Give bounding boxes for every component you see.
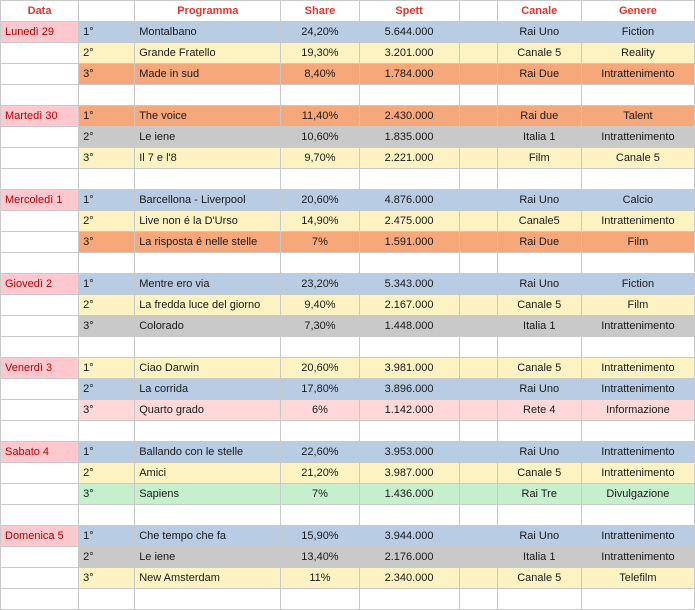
table-row bbox=[1, 442, 695, 463]
genre-cell: Divulgazione bbox=[581, 484, 694, 505]
rank-cell: 2° bbox=[79, 211, 135, 232]
separator-cell bbox=[79, 337, 135, 358]
viewers-cell: 2.221.000 bbox=[359, 148, 459, 169]
program-cell: Ciao Darwin bbox=[135, 358, 281, 379]
separator-cell bbox=[1, 421, 79, 442]
channel-cell: Canale5 bbox=[497, 211, 581, 232]
share-cell: 19,30% bbox=[281, 43, 359, 64]
separator-cell bbox=[135, 169, 281, 190]
day-label-empty bbox=[1, 568, 79, 589]
viewers-cell: 3.987.000 bbox=[359, 463, 459, 484]
separator-cell bbox=[79, 169, 135, 190]
separator-cell bbox=[1, 169, 79, 190]
spacer-cell bbox=[459, 358, 497, 379]
spacer-cell bbox=[459, 484, 497, 505]
table-row bbox=[1, 295, 695, 316]
day-label-empty bbox=[1, 211, 79, 232]
viewers-cell: 1.784.000 bbox=[359, 64, 459, 85]
channel-cell: Canale 5 bbox=[497, 568, 581, 589]
table-row bbox=[1, 274, 695, 295]
spacer-cell bbox=[459, 148, 497, 169]
share-cell: 17,80% bbox=[281, 379, 359, 400]
group-separator bbox=[1, 421, 695, 442]
group-separator bbox=[1, 589, 695, 610]
separator-cell bbox=[79, 505, 135, 526]
rank-cell: 1° bbox=[79, 190, 135, 211]
separator-cell bbox=[1, 505, 79, 526]
viewers-cell: 2.475.000 bbox=[359, 211, 459, 232]
channel-cell: Rai Uno bbox=[497, 274, 581, 295]
share-cell: 6% bbox=[281, 400, 359, 421]
genre-cell: Telefilm bbox=[581, 568, 694, 589]
genre-cell: Fiction bbox=[581, 274, 694, 295]
table-row bbox=[1, 148, 695, 169]
separator-cell bbox=[459, 253, 497, 274]
program-cell: Colorado bbox=[135, 316, 281, 337]
channel-cell: Canale 5 bbox=[497, 295, 581, 316]
rank-cell: 2° bbox=[79, 547, 135, 568]
channel-cell: Film bbox=[497, 148, 581, 169]
separator-cell bbox=[135, 337, 281, 358]
table-row bbox=[1, 64, 695, 85]
viewers-cell: 2.340.000 bbox=[359, 568, 459, 589]
separator-cell bbox=[581, 253, 694, 274]
viewers-cell: 2.430.000 bbox=[359, 106, 459, 127]
channel-cell: Rai due bbox=[497, 106, 581, 127]
viewers-cell: 3.896.000 bbox=[359, 379, 459, 400]
program-cell: Le iene bbox=[135, 127, 281, 148]
rank-cell: 2° bbox=[79, 463, 135, 484]
rank-cell: 2° bbox=[79, 295, 135, 316]
table-row bbox=[1, 316, 695, 337]
separator-cell bbox=[497, 85, 581, 106]
channel-cell: Rai Uno bbox=[497, 379, 581, 400]
rank-cell: 1° bbox=[79, 358, 135, 379]
channel-cell: Italia 1 bbox=[497, 316, 581, 337]
separator-cell bbox=[135, 253, 281, 274]
viewers-cell: 3.944.000 bbox=[359, 526, 459, 547]
separator-cell bbox=[459, 505, 497, 526]
viewers-cell: 4.876.000 bbox=[359, 190, 459, 211]
spacer-cell bbox=[459, 43, 497, 64]
program-cell: Quarto grado bbox=[135, 400, 281, 421]
share-cell: 20,60% bbox=[281, 358, 359, 379]
day-label: Mercoledì 1 bbox=[1, 190, 79, 211]
rank-cell: 3° bbox=[79, 484, 135, 505]
group-separator bbox=[1, 169, 695, 190]
rank-cell: 1° bbox=[79, 526, 135, 547]
viewers-cell: 2.167.000 bbox=[359, 295, 459, 316]
rank-cell: 1° bbox=[79, 442, 135, 463]
column-header-genere: Genere bbox=[581, 1, 694, 22]
separator-cell bbox=[281, 421, 359, 442]
genre-cell: Reality bbox=[581, 43, 694, 64]
channel-cell: Rai Uno bbox=[497, 190, 581, 211]
rank-cell: 2° bbox=[79, 43, 135, 64]
separator-cell bbox=[581, 337, 694, 358]
spacer-cell bbox=[459, 526, 497, 547]
separator-cell bbox=[497, 589, 581, 610]
rank-cell: 2° bbox=[79, 127, 135, 148]
share-cell: 8,40% bbox=[281, 64, 359, 85]
genre-cell: Calcio bbox=[581, 190, 694, 211]
share-cell: 23,20% bbox=[281, 274, 359, 295]
separator-cell bbox=[79, 85, 135, 106]
separator-cell bbox=[281, 169, 359, 190]
channel-cell: Rai Due bbox=[497, 64, 581, 85]
separator-cell bbox=[359, 337, 459, 358]
genre-cell: Film bbox=[581, 232, 694, 253]
separator-cell bbox=[135, 589, 281, 610]
genre-cell: Intrattenimento bbox=[581, 358, 694, 379]
rank-cell: 2° bbox=[79, 379, 135, 400]
channel-cell: Canale 5 bbox=[497, 43, 581, 64]
separator-cell bbox=[359, 169, 459, 190]
spacer-cell bbox=[459, 295, 497, 316]
separator-cell bbox=[459, 85, 497, 106]
genre-cell: Intrattenimento bbox=[581, 211, 694, 232]
table-row bbox=[1, 526, 695, 547]
spacer-cell bbox=[459, 568, 497, 589]
table-row bbox=[1, 106, 695, 127]
viewers-cell: 1.436.000 bbox=[359, 484, 459, 505]
separator-cell bbox=[1, 337, 79, 358]
share-cell: 24,20% bbox=[281, 22, 359, 43]
viewers-cell: 3.981.000 bbox=[359, 358, 459, 379]
genre-cell: Intrattenimento bbox=[581, 127, 694, 148]
column-header-programma: Programma bbox=[135, 1, 281, 22]
channel-cell: Canale 5 bbox=[497, 463, 581, 484]
separator-cell bbox=[497, 421, 581, 442]
separator-cell bbox=[359, 505, 459, 526]
table-row bbox=[1, 484, 695, 505]
program-cell: Il 7 e l'8 bbox=[135, 148, 281, 169]
rank-cell: 3° bbox=[79, 568, 135, 589]
column-header-data: Data bbox=[1, 1, 79, 22]
table-row bbox=[1, 127, 695, 148]
day-label-empty bbox=[1, 400, 79, 421]
spacer-cell bbox=[459, 211, 497, 232]
program-cell: La corrida bbox=[135, 379, 281, 400]
day-label-empty bbox=[1, 148, 79, 169]
table-row bbox=[1, 400, 695, 421]
share-cell: 14,90% bbox=[281, 211, 359, 232]
genre-cell: Intrattenimento bbox=[581, 64, 694, 85]
table-row bbox=[1, 232, 695, 253]
separator-cell bbox=[581, 589, 694, 610]
share-cell: 20,60% bbox=[281, 190, 359, 211]
group-separator bbox=[1, 253, 695, 274]
day-label: Venerdì 3 bbox=[1, 358, 79, 379]
separator-cell bbox=[79, 253, 135, 274]
channel-cell: Rai Uno bbox=[497, 22, 581, 43]
separator-cell bbox=[497, 169, 581, 190]
separator-cell bbox=[281, 505, 359, 526]
separator-cell bbox=[281, 85, 359, 106]
separator-cell bbox=[581, 421, 694, 442]
day-label: Martedì 30 bbox=[1, 106, 79, 127]
spacer-cell bbox=[459, 400, 497, 421]
separator-cell bbox=[359, 589, 459, 610]
separator-cell bbox=[359, 85, 459, 106]
day-label-empty bbox=[1, 484, 79, 505]
day-label-empty bbox=[1, 43, 79, 64]
channel-cell: Rai Uno bbox=[497, 526, 581, 547]
rank-cell: 3° bbox=[79, 232, 135, 253]
channel-cell: Rete 4 bbox=[497, 400, 581, 421]
genre-cell: Intrattenimento bbox=[581, 526, 694, 547]
column-header-pos bbox=[79, 1, 135, 22]
separator-cell bbox=[497, 337, 581, 358]
genre-cell: Canale 5 bbox=[581, 148, 694, 169]
group-separator bbox=[1, 337, 695, 358]
program-cell: Montalbano bbox=[135, 22, 281, 43]
program-cell: La fredda luce del giorno bbox=[135, 295, 281, 316]
separator-cell bbox=[135, 505, 281, 526]
share-cell: 9,70% bbox=[281, 148, 359, 169]
day-label: Domenica 5 bbox=[1, 526, 79, 547]
table-row bbox=[1, 43, 695, 64]
viewers-cell: 3.953.000 bbox=[359, 442, 459, 463]
genre-cell: Film bbox=[581, 295, 694, 316]
column-header-canale: Canale bbox=[497, 1, 581, 22]
day-label-empty bbox=[1, 316, 79, 337]
day-label-empty bbox=[1, 379, 79, 400]
spacer-cell bbox=[459, 547, 497, 568]
viewers-cell: 1.142.000 bbox=[359, 400, 459, 421]
separator-cell bbox=[135, 421, 281, 442]
separator-cell bbox=[1, 253, 79, 274]
day-label-empty bbox=[1, 295, 79, 316]
spacer-cell bbox=[459, 316, 497, 337]
separator-cell bbox=[359, 421, 459, 442]
program-cell: Grande Fratello bbox=[135, 43, 281, 64]
day-label: Giovedì 2 bbox=[1, 274, 79, 295]
program-cell: Barcellona - Liverpool bbox=[135, 190, 281, 211]
table-row bbox=[1, 547, 695, 568]
program-cell: Made in sud bbox=[135, 64, 281, 85]
viewers-cell: 2.176.000 bbox=[359, 547, 459, 568]
spacer-cell bbox=[459, 274, 497, 295]
channel-cell: Italia 1 bbox=[497, 547, 581, 568]
program-cell: Ballando con le stelle bbox=[135, 442, 281, 463]
viewers-cell: 1.448.000 bbox=[359, 316, 459, 337]
viewers-cell: 3.201.000 bbox=[359, 43, 459, 64]
share-cell: 22,60% bbox=[281, 442, 359, 463]
rank-cell: 3° bbox=[79, 400, 135, 421]
separator-cell bbox=[581, 85, 694, 106]
separator-cell bbox=[459, 337, 497, 358]
spacer-cell bbox=[459, 463, 497, 484]
separator-cell bbox=[79, 421, 135, 442]
rank-cell: 1° bbox=[79, 22, 135, 43]
program-cell: Le iene bbox=[135, 547, 281, 568]
day-label-empty bbox=[1, 127, 79, 148]
spacer-cell bbox=[459, 127, 497, 148]
share-cell: 7% bbox=[281, 232, 359, 253]
table-row bbox=[1, 568, 695, 589]
day-label-empty bbox=[1, 463, 79, 484]
program-cell: Mentre ero via bbox=[135, 274, 281, 295]
share-cell: 15,90% bbox=[281, 526, 359, 547]
separator-cell bbox=[359, 253, 459, 274]
share-cell: 10,60% bbox=[281, 127, 359, 148]
spacer-cell bbox=[459, 442, 497, 463]
table-row bbox=[1, 211, 695, 232]
rank-cell: 3° bbox=[79, 316, 135, 337]
genre-cell: Talent bbox=[581, 106, 694, 127]
genre-cell: Intrattenimento bbox=[581, 316, 694, 337]
group-separator bbox=[1, 85, 695, 106]
channel-cell: Rai Tre bbox=[497, 484, 581, 505]
viewers-cell: 5.644.000 bbox=[359, 22, 459, 43]
table-row bbox=[1, 463, 695, 484]
program-cell: Live non é la D'Urso bbox=[135, 211, 281, 232]
column-header-gap bbox=[459, 1, 497, 22]
day-label-empty bbox=[1, 232, 79, 253]
separator-cell bbox=[281, 253, 359, 274]
separator-cell bbox=[459, 421, 497, 442]
spacer-cell bbox=[459, 106, 497, 127]
share-cell: 21,20% bbox=[281, 463, 359, 484]
viewers-cell: 5.343.000 bbox=[359, 274, 459, 295]
separator-cell bbox=[497, 253, 581, 274]
separator-cell bbox=[281, 589, 359, 610]
separator-cell bbox=[1, 85, 79, 106]
genre-cell: Intrattenimento bbox=[581, 379, 694, 400]
genre-cell: Intrattenimento bbox=[581, 442, 694, 463]
rank-cell: 1° bbox=[79, 106, 135, 127]
day-label: Sabato 4 bbox=[1, 442, 79, 463]
program-cell: Sapiens bbox=[135, 484, 281, 505]
separator-cell bbox=[459, 589, 497, 610]
share-cell: 13,40% bbox=[281, 547, 359, 568]
genre-cell: Intrattenimento bbox=[581, 547, 694, 568]
separator-cell bbox=[1, 589, 79, 610]
channel-cell: Rai Due bbox=[497, 232, 581, 253]
column-header-share: Share bbox=[281, 1, 359, 22]
separator-cell bbox=[581, 169, 694, 190]
program-cell: New Amsterdam bbox=[135, 568, 281, 589]
genre-cell: Intrattenimento bbox=[581, 463, 694, 484]
share-cell: 7,30% bbox=[281, 316, 359, 337]
table-header-row bbox=[1, 1, 695, 22]
genre-cell: Fiction bbox=[581, 22, 694, 43]
rank-cell: 3° bbox=[79, 64, 135, 85]
separator-cell bbox=[459, 169, 497, 190]
separator-cell bbox=[581, 505, 694, 526]
separator-cell bbox=[281, 337, 359, 358]
rank-cell: 1° bbox=[79, 274, 135, 295]
group-separator bbox=[1, 505, 695, 526]
spacer-cell bbox=[459, 22, 497, 43]
channel-cell: Rai Uno bbox=[497, 442, 581, 463]
channel-cell: Italia 1 bbox=[497, 127, 581, 148]
viewers-cell: 1.591.000 bbox=[359, 232, 459, 253]
spacer-cell bbox=[459, 190, 497, 211]
table-row bbox=[1, 379, 695, 400]
separator-cell bbox=[79, 589, 135, 610]
genre-cell: Informazione bbox=[581, 400, 694, 421]
viewers-cell: 1.835.000 bbox=[359, 127, 459, 148]
table-row bbox=[1, 190, 695, 211]
spacer-cell bbox=[459, 64, 497, 85]
table-row bbox=[1, 22, 695, 43]
day-label-empty bbox=[1, 64, 79, 85]
share-cell: 7% bbox=[281, 484, 359, 505]
program-cell: The voice bbox=[135, 106, 281, 127]
program-cell: La risposta é nelle stelle bbox=[135, 232, 281, 253]
separator-cell bbox=[497, 505, 581, 526]
spacer-cell bbox=[459, 232, 497, 253]
column-header-spett: Spett bbox=[359, 1, 459, 22]
share-cell: 9,40% bbox=[281, 295, 359, 316]
program-cell: Che tempo che fa bbox=[135, 526, 281, 547]
share-cell: 11,40% bbox=[281, 106, 359, 127]
separator-cell bbox=[135, 85, 281, 106]
channel-cell: Canale 5 bbox=[497, 358, 581, 379]
table-row bbox=[1, 358, 695, 379]
spacer-cell bbox=[459, 379, 497, 400]
day-label-empty bbox=[1, 547, 79, 568]
rank-cell: 3° bbox=[79, 148, 135, 169]
program-cell: Amici bbox=[135, 463, 281, 484]
day-label: Lunedì 29 bbox=[1, 22, 79, 43]
share-cell: 11% bbox=[281, 568, 359, 589]
